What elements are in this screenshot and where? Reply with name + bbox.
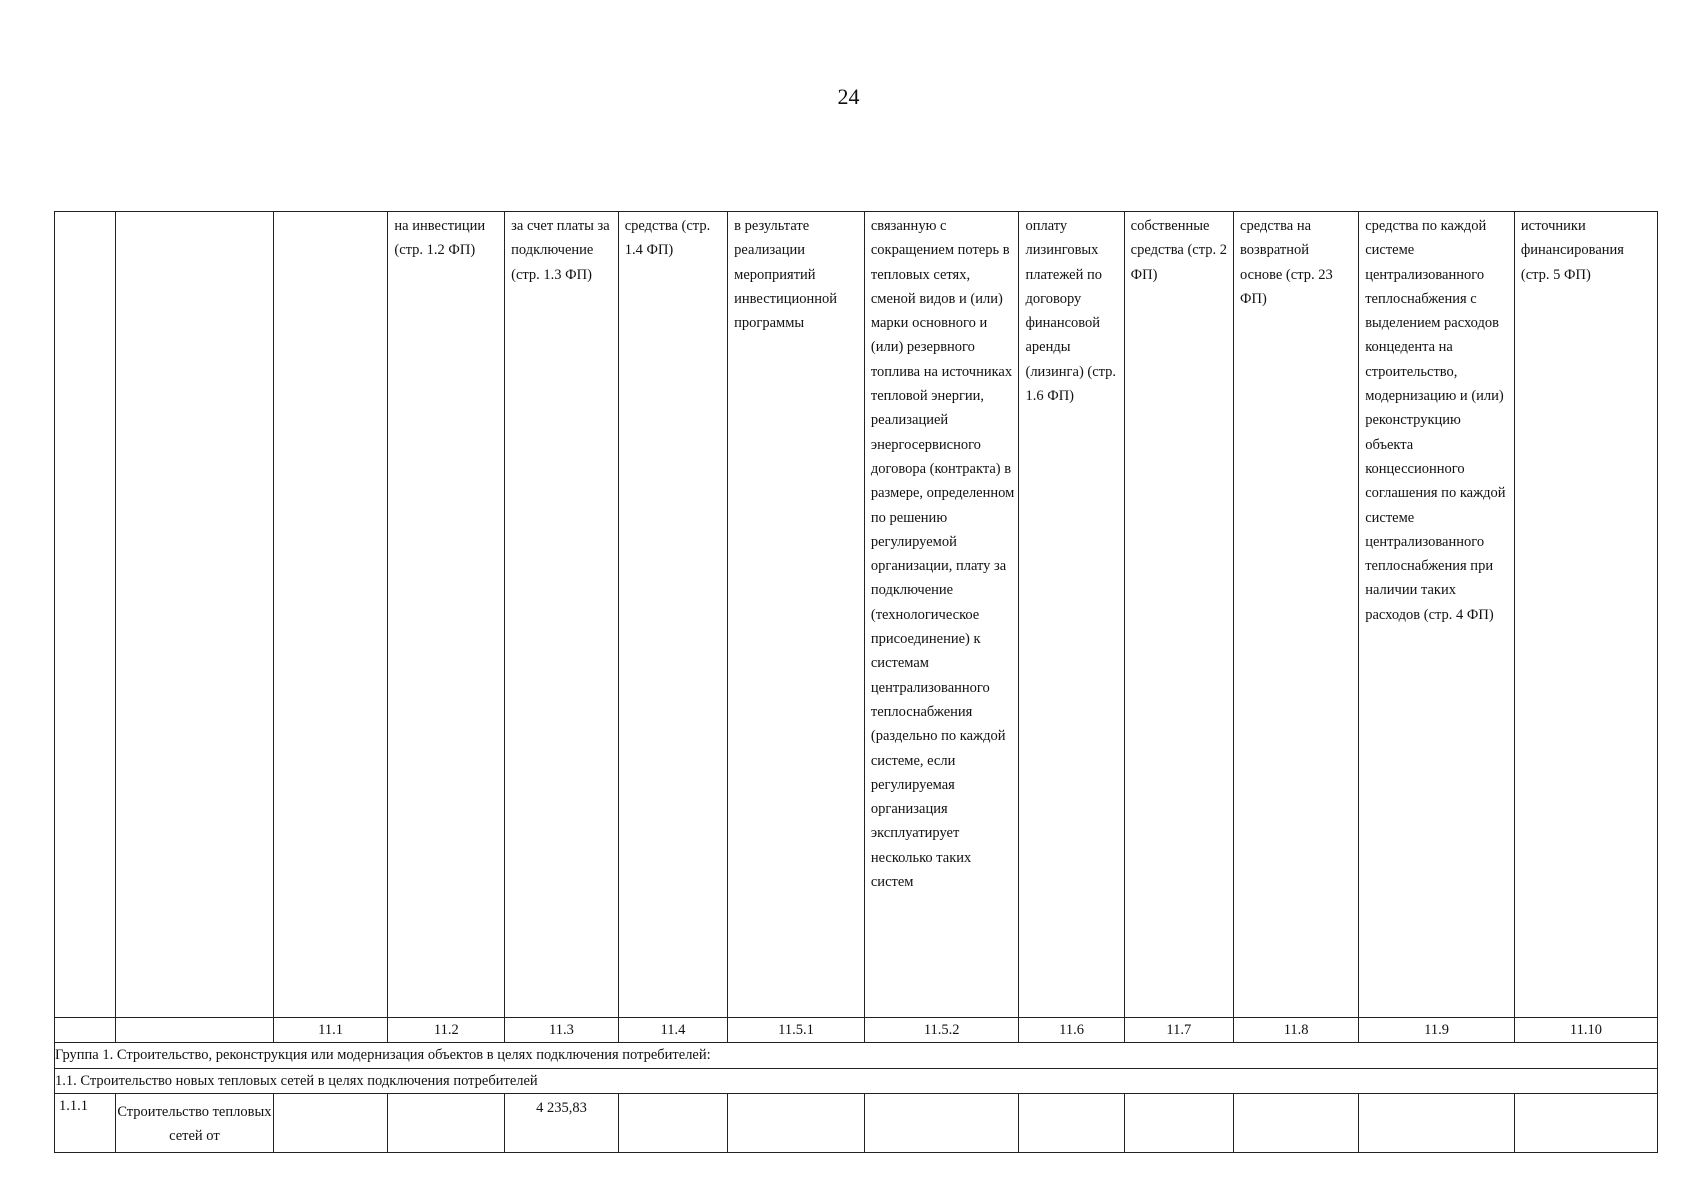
row-value (1234, 1093, 1359, 1152)
row-value (1124, 1093, 1233, 1152)
header-cell (116, 212, 274, 1018)
header-row (55, 212, 1658, 1018)
row-name: Строительство тепловых сетей от (116, 1093, 274, 1152)
header-cell: на инвестиции (стр. 1.2 ФП) (388, 212, 505, 1018)
row-value (273, 1093, 388, 1152)
row-value (1019, 1093, 1124, 1152)
column-number (116, 1018, 274, 1043)
row-value (1514, 1093, 1657, 1152)
column-number: 11.3 (505, 1018, 619, 1043)
header-cell: средства на возвратной основе (стр. 23 ФП) (1234, 212, 1359, 1018)
row-value (1359, 1093, 1515, 1152)
group-title: Группа 1. Строительство, реконструкция или модернизация объектов в целях подключения потребителей: (55, 1043, 1658, 1068)
header-cell: оплату лизинговых платежей по договору финансовой аренды (лизинга) (стр. 1.6 ФП) (1019, 212, 1124, 1018)
header-cell: собственные средства (стр. 2 ФП) (1124, 212, 1233, 1018)
page-number: 24 (837, 84, 860, 109)
header-cell: средства по каждой системе централизованного теплоснабжения с выделением расходов концедента на строительство, модернизацию и (или) реконструкцию объекта концессионного соглашения по каждой системе централизованного теплоснабжения при наличии таких расходов (стр. 4 ФП) (1359, 212, 1515, 1018)
header-cell: средства (стр. 1.4 ФП) (618, 212, 727, 1018)
column-number: 11.8 (1234, 1018, 1359, 1043)
header-cell: за счет платы за подключение (стр. 1.3 ФП) (505, 212, 619, 1018)
subgroup-title: 1.1. Строительство новых тепловых сетей в целях подключения потребителей (55, 1068, 1658, 1093)
row-value (728, 1093, 865, 1152)
investment-table (54, 211, 1658, 1153)
column-number (55, 1018, 116, 1043)
subgroup-row (55, 1068, 1658, 1093)
table-row (55, 1093, 1658, 1152)
header-cell (55, 212, 116, 1018)
column-number: 11.2 (388, 1018, 505, 1043)
header-cell: в результате реализации мероприятий инвестиционной программы (728, 212, 865, 1018)
row-value: 4 235,83 (505, 1093, 619, 1152)
column-number: 11.5.1 (728, 1018, 865, 1043)
column-number: 11.10 (1514, 1018, 1657, 1043)
column-number: 11.7 (1124, 1018, 1233, 1043)
group-row (55, 1043, 1658, 1068)
header-cell (273, 212, 388, 1018)
column-number: 11.9 (1359, 1018, 1515, 1043)
row-value (864, 1093, 1019, 1152)
column-number: 11.4 (618, 1018, 727, 1043)
row-value (618, 1093, 727, 1152)
column-number-row (55, 1018, 1658, 1043)
column-number: 11.6 (1019, 1018, 1124, 1043)
column-number: 11.5.2 (864, 1018, 1019, 1043)
row-code: 1.1.1 (55, 1093, 116, 1152)
row-value (388, 1093, 505, 1152)
header-cell: связанную с сокращением потерь в тепловых сетях, сменой видов и (или) марки основного и (или) резервного топлива на источниках тепловой энергии, реализацией энергосервисного договора (контракта) в размере, определенном по решению регулируемой организации, плату за подключение (технологическое присоединение) к системам централизованного теплоснабжения (раздельно по каждой системе, если регулируемая организация эксплуатирует несколько таких систем (864, 212, 1019, 1018)
column-number: 11.1 (273, 1018, 388, 1043)
header-cell: источники финансирования (стр. 5 ФП) (1514, 212, 1657, 1018)
